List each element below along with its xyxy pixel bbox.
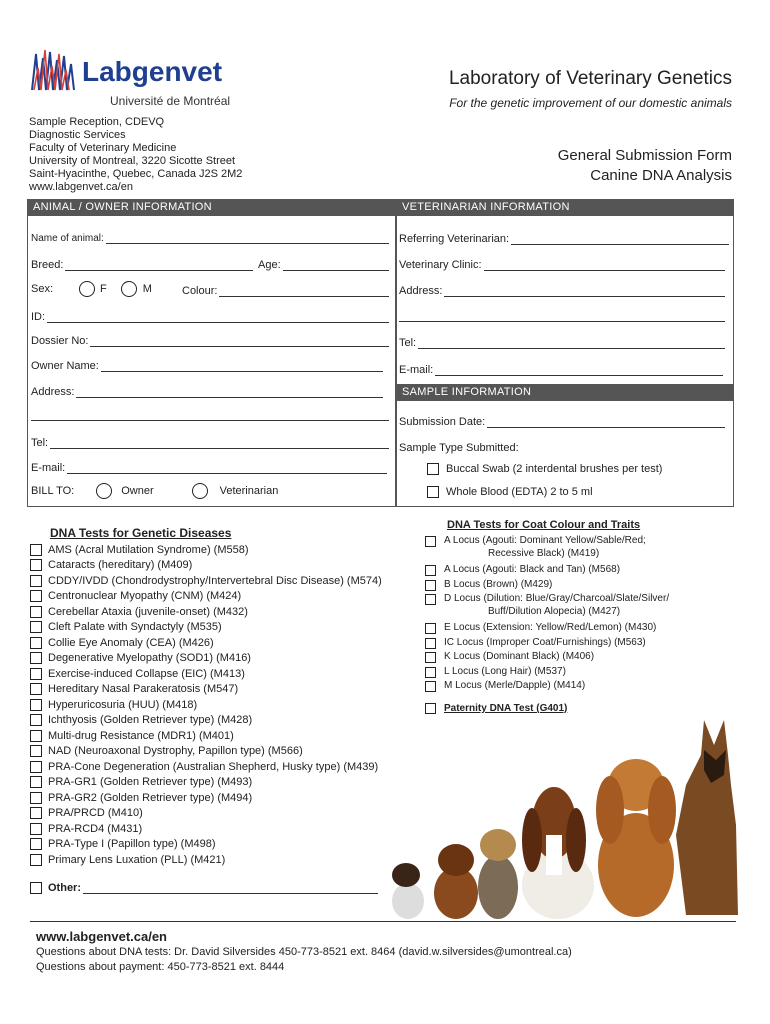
sex-f-radio[interactable]	[79, 281, 95, 297]
coat-test-row[interactable]	[425, 579, 552, 591]
footer-payment-questions: Questions about payment: 450-773-8521 ext. 8444	[36, 961, 285, 973]
test-checkbox[interactable]	[30, 761, 42, 773]
test-checkbox[interactable]	[30, 823, 42, 835]
coat-test-label: M Locus (Merle/Dapple) (M414)	[444, 680, 586, 691]
coat-test-row[interactable]	[425, 637, 646, 649]
test-label: NAD (Neuroaxonal Dystrophy, Papillon type) (M566)	[48, 745, 303, 757]
id-field[interactable]	[31, 311, 389, 323]
owner-email-field[interactable]	[31, 462, 387, 474]
bill-to-group	[31, 481, 278, 501]
coat-checkbox[interactable]	[425, 594, 436, 605]
test-label: Exercise-induced Collapse (EIC) (M413)	[48, 667, 245, 680]
test-checkbox[interactable]	[30, 668, 42, 680]
referring-vet-label: Referring Veterinarian:	[399, 233, 510, 245]
bill-owner-radio[interactable]	[96, 483, 112, 499]
logo	[30, 48, 245, 110]
coat-test-label: B Locus (Brown) (M429)	[444, 578, 553, 590]
coat-test-label: D Locus (Dilution: Blue/Gray/Charcoal/Slate/Silver/	[444, 593, 670, 604]
clinic-label: Veterinary Clinic:	[399, 259, 482, 271]
coat-test-label: E Locus (Extension: Yellow/Red/Lemon) (M430)	[444, 622, 657, 633]
test-checkbox[interactable]	[30, 730, 42, 742]
vet-address-line2[interactable]	[399, 311, 725, 322]
yorkshire-terrier-icon	[478, 829, 518, 919]
vet-email-field[interactable]	[399, 364, 723, 376]
basset-hound-icon	[522, 787, 594, 919]
vet-panel	[396, 199, 734, 507]
blood-label: Whole Blood (EDTA) 2 to 5 ml	[446, 486, 593, 498]
clinic-field[interactable]	[399, 259, 725, 271]
coat-checkbox[interactable]	[425, 580, 436, 591]
coat-test-label: K Locus (Dominant Black) (M406)	[444, 651, 595, 662]
sample-type-label: Sample Type Submitted:	[399, 442, 519, 454]
genetic-test-row[interactable]	[30, 558, 192, 573]
owner-tel-field[interactable]	[31, 437, 389, 449]
coat-test-label: L Locus (Long Hair) (M537)	[444, 665, 566, 677]
logo-name: Labgenvet	[82, 56, 223, 87]
vet-heading: VETERINARIAN INFORMATION	[396, 199, 734, 216]
genetic-test-row[interactable]	[30, 573, 382, 588]
submission-date-label: Submission Date:	[399, 416, 486, 428]
vet-address-field[interactable]	[399, 285, 725, 297]
address-line: Diagnostic Services	[29, 129, 126, 141]
test-checkbox[interactable]	[30, 714, 42, 726]
coat-test-label-cont: Buff/Dilution Alopecia) (M427)	[488, 606, 621, 617]
test-label: AMS (Acral Mutilation Syndrome) (M558)	[48, 543, 249, 556]
form-subtitle: Canine DNA Analysis	[590, 167, 732, 184]
test-checkbox[interactable]	[30, 854, 42, 866]
genetic-test-row[interactable]	[30, 651, 251, 666]
test-label: PRA-Cone Degeneration (Australian Shepherd, Husky type) (M439)	[48, 760, 379, 773]
genetic-test-row[interactable]	[30, 604, 248, 619]
owner-tel-label: Tel:	[31, 437, 49, 449]
test-checkbox[interactable]	[30, 637, 42, 649]
coat-checkbox[interactable]	[425, 565, 436, 576]
test-checkbox[interactable]	[30, 559, 42, 571]
genetic-test-row[interactable]	[30, 806, 143, 821]
test-label: Centronuclear Myopathy (CNM) (M424)	[48, 590, 242, 602]
vet-tel-label: Tel:	[399, 337, 417, 349]
coat-test-text	[444, 593, 669, 617]
buccal-option[interactable]	[427, 463, 662, 475]
footer-rule	[30, 921, 736, 922]
genetic-test-row[interactable]	[30, 852, 225, 867]
dossier-label: Dossier No:	[31, 335, 89, 347]
submission-date-field[interactable]	[399, 416, 725, 428]
test-checkbox[interactable]	[30, 575, 42, 587]
test-checkbox[interactable]	[30, 652, 42, 664]
test-label: Cerebellar Ataxia (juvenile-onset) (M432)	[48, 605, 248, 618]
coat-test-label: A Locus (Agouti: Dominant Yellow/Sable/Red;	[444, 535, 646, 546]
test-checkbox[interactable]	[30, 792, 42, 804]
logo-waveform-icon	[30, 48, 80, 92]
cocker-spaniel-icon	[596, 759, 676, 917]
test-label: Cataracts (hereditary) (M409)	[48, 559, 193, 571]
coat-checkbox[interactable]	[425, 623, 436, 634]
coat-test-text	[444, 564, 620, 575]
genetic-test-row[interactable]	[30, 713, 252, 728]
coat-test-text	[444, 637, 646, 648]
test-label: Degenerative Myelopathy (SOD1) (M416)	[48, 652, 251, 664]
coat-test-text	[444, 651, 594, 662]
age-field[interactable]	[258, 259, 389, 271]
vet-tel-field[interactable]	[399, 337, 725, 349]
coat-test-label-cont: Recessive Black) (M419)	[488, 548, 600, 559]
vet-address-label: Address:	[399, 285, 443, 297]
address-link[interactable]: www.labgenvet.ca/en	[29, 181, 133, 193]
sex-m-label: M	[142, 283, 152, 295]
other-checkbox[interactable]	[30, 882, 42, 894]
bill-to-label: BILL TO:	[31, 485, 75, 497]
owner-address-line2[interactable]	[31, 410, 389, 421]
coat-test-text	[444, 666, 566, 677]
breed-field[interactable]	[31, 259, 253, 271]
genetic-test-row[interactable]	[30, 775, 252, 790]
breed-label: Breed:	[31, 259, 64, 271]
test-label: Collie Eye Anomaly (CEA) (M426)	[48, 636, 214, 649]
test-checkbox[interactable]	[30, 776, 42, 788]
genetic-test-row[interactable]	[30, 589, 241, 604]
paternity-option[interactable]	[425, 703, 567, 714]
test-label: PRA/PRCD (M410)	[48, 807, 143, 819]
address-line: Faculty of Veterinary Medicine	[29, 142, 177, 154]
genetic-test-row[interactable]	[30, 728, 234, 743]
owner-name-label: Owner Name:	[31, 360, 99, 372]
lab-address	[29, 116, 242, 194]
dossier-field[interactable]	[31, 335, 389, 347]
buccal-label: Buccal Swab (2 interdental brushes per test)	[446, 463, 663, 475]
genetic-heading: DNA Tests for Genetic Diseases	[50, 526, 232, 540]
test-label: Hereditary Nasal Parakeratosis (M547)	[48, 683, 239, 695]
test-label: Cleft Palate with Syndactyly (M535)	[48, 621, 222, 633]
test-label: PRA-GR2 (Golden Retriever type) (M494)	[48, 791, 253, 804]
german-shepherd-icon	[676, 720, 738, 915]
coat-checkbox[interactable]	[425, 681, 436, 692]
animal-name-field[interactable]	[31, 233, 389, 244]
bill-vet-radio[interactable]	[192, 483, 208, 499]
referring-vet-field[interactable]	[399, 233, 729, 245]
test-checkbox[interactable]	[30, 590, 42, 602]
test-checkbox[interactable]	[30, 838, 42, 850]
coat-test-row[interactable]	[425, 535, 646, 559]
age-label: Age:	[258, 259, 281, 271]
colour-field[interactable]	[182, 285, 389, 297]
coat-checkbox[interactable]	[425, 667, 436, 678]
test-checkbox[interactable]	[30, 745, 42, 757]
test-checkbox[interactable]	[30, 544, 42, 556]
animal-name-label: Name of animal:	[31, 233, 104, 244]
genetic-test-row[interactable]	[30, 697, 197, 712]
buccal-checkbox[interactable]	[427, 463, 439, 475]
paternity-checkbox[interactable]	[425, 703, 436, 714]
coat-heading: DNA Tests for Coat Colour and Traits	[447, 519, 641, 531]
test-checkbox[interactable]	[30, 699, 42, 711]
header-tagline: For the genetic improvement of our domestic animals	[449, 96, 732, 110]
coat-test-row[interactable]	[425, 680, 585, 692]
coat-test-row[interactable]	[425, 622, 656, 634]
bill-owner-label: Owner	[121, 485, 154, 497]
genetic-test-row[interactable]	[30, 821, 142, 836]
address-line: Sample Reception, CDEVQ	[29, 116, 165, 128]
logo-subtitle: Université de Montréal	[110, 94, 231, 108]
sex-f-label: F	[100, 283, 107, 295]
dogs-illustration	[386, 715, 741, 921]
other-label: Other:	[48, 882, 81, 894]
sex-group	[31, 279, 152, 299]
puppy-spaniel-icon	[434, 844, 478, 919]
coat-test-row[interactable]	[425, 651, 594, 663]
genetic-test-row[interactable]	[30, 635, 214, 650]
genetic-test-row[interactable]	[30, 837, 216, 852]
footer-url[interactable]: www.labgenvet.ca/en	[36, 929, 168, 944]
coat-test-row[interactable]	[425, 666, 566, 678]
genetic-test-row[interactable]	[30, 682, 238, 697]
coat-test-text	[444, 622, 656, 633]
small-puppy-icon	[392, 863, 424, 919]
form-title: General Submission Form	[557, 147, 732, 164]
colour-label: Colour:	[182, 285, 218, 297]
owner-address-field[interactable]	[31, 386, 383, 398]
animal-panel	[27, 199, 396, 507]
test-label: Primary Lens Luxation (PLL) (M421)	[48, 853, 226, 866]
other-field[interactable]	[30, 882, 378, 894]
bill-vet-label: Veterinarian	[219, 485, 279, 497]
coat-test-text	[444, 535, 646, 559]
test-label: PRA-RCD4 (M431)	[48, 822, 143, 835]
coat-checkbox[interactable]	[425, 652, 436, 663]
owner-address-label: Address:	[31, 386, 75, 398]
vet-email-label: E-mail:	[399, 364, 434, 376]
test-checkbox[interactable]	[30, 621, 42, 633]
test-checkbox[interactable]	[30, 807, 42, 819]
coat-test-text	[444, 579, 552, 590]
test-checkbox[interactable]	[30, 683, 42, 695]
owner-name-field[interactable]	[31, 360, 383, 372]
genetic-test-row[interactable]	[30, 744, 303, 759]
test-label: Hyperuricosuria (HUU) (M418)	[48, 698, 198, 711]
genetic-test-row[interactable]	[30, 666, 245, 681]
address-line: University of Montreal, 3220 Sicotte Street	[29, 155, 236, 167]
sex-label: Sex:	[31, 283, 54, 295]
owner-email-label: E-mail:	[31, 462, 66, 474]
address-line: Saint-Hyacinthe, Quebec, Canada J2S 2M2	[29, 168, 243, 180]
genetic-test-row[interactable]	[30, 790, 252, 805]
test-label: Multi-drug Resistance (MDR1) (M401)	[48, 729, 234, 742]
coat-test-row[interactable]	[425, 593, 669, 617]
blood-checkbox[interactable]	[427, 486, 439, 498]
coat-test-label: A Locus (Agouti: Black and Tan) (M568)	[444, 564, 621, 575]
test-label: PRA-Type I (Papillon type) (M498)	[48, 838, 216, 850]
test-label: Ichthyosis (Golden Retriever type) (M428)	[48, 714, 253, 726]
header-title: Laboratory of Veterinary Genetics	[448, 68, 732, 89]
test-label: CDDY/IVDD (Chondrodystrophy/Intervertebral Disc Disease) (M574)	[48, 574, 382, 587]
coat-test-label: IC Locus (Improper Coat/Furnishings) (M563)	[444, 636, 646, 648]
test-checkbox[interactable]	[30, 606, 42, 618]
genetic-test-row[interactable]	[30, 759, 378, 774]
id-label: ID:	[31, 311, 46, 323]
animal-heading: ANIMAL / OWNER INFORMATION	[27, 199, 396, 216]
footer-dna-questions: Questions about DNA tests: Dr. David Silversides 450-773-8521 ext. 8464 (david.w.silversides@umontreal.ca)	[36, 946, 572, 958]
blood-option[interactable]	[427, 486, 593, 498]
sample-heading: SAMPLE INFORMATION	[396, 384, 734, 401]
paternity-label: Paternity DNA Test (G401)	[444, 703, 568, 714]
test-label: PRA-GR1 (Golden Retriever type) (M493)	[48, 776, 253, 788]
coat-test-text	[444, 680, 585, 691]
coat-checkbox[interactable]	[425, 638, 436, 649]
genetic-test-row[interactable]	[30, 542, 249, 557]
sex-m-radio[interactable]	[121, 281, 137, 297]
coat-checkbox[interactable]	[425, 536, 436, 547]
genetic-test-row[interactable]	[30, 620, 222, 635]
coat-test-row[interactable]	[425, 564, 620, 576]
